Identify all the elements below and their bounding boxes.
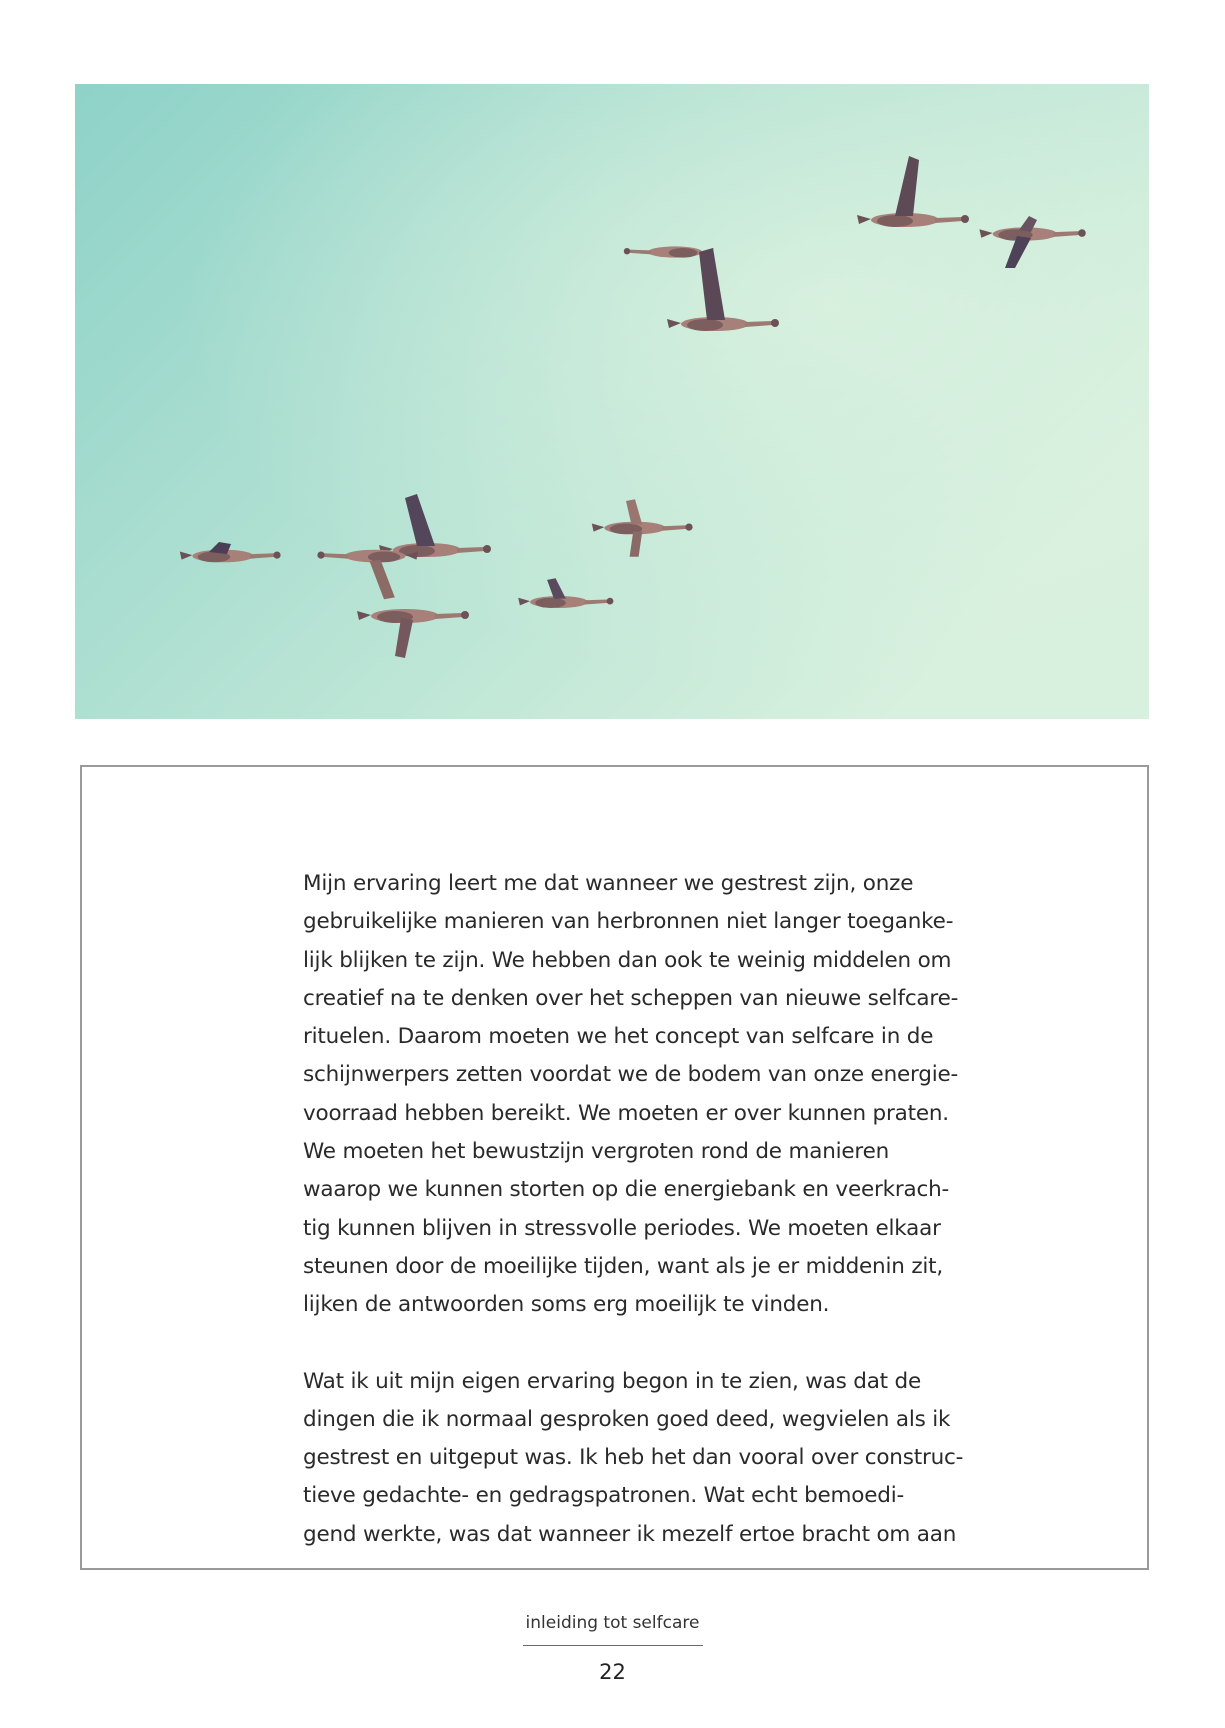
geese-sky-photo: [75, 84, 1149, 719]
body-text: [303, 865, 963, 1554]
text-line: lijk blijken te zijn. We hebben dan ook te weinig middelen om: [303, 947, 952, 973]
text-line: schijnwerpers zetten voordat we de bodem van onze energie-: [303, 1062, 959, 1088]
text-line: creatief na te denken over het scheppen van nieuwe selfcare-: [303, 985, 959, 1011]
text-line: steunen door de moeilijke tijden, want als je er middenin zit,: [303, 1253, 944, 1279]
page-footer: [0, 1613, 1225, 1684]
page-number: 22: [599, 1660, 626, 1684]
text-line: dingen die ik normaal gesproken goed deed, wegvielen als ik: [303, 1406, 951, 1432]
text-line: gebruikelijke manieren van herbronnen niet langer toeganke-: [303, 909, 954, 935]
text-line: voorraad hebben bereikt. We moeten er over kunnen praten.: [303, 1100, 949, 1126]
text-line: rituelen. Daarom moeten we het concept van selfcare in de: [303, 1024, 934, 1050]
flying-geese-illustration: [75, 84, 1149, 719]
running-title: inleiding tot selfcare: [523, 1613, 703, 1646]
text-line: lijken de antwoorden soms erg moeilijk te vinden.: [303, 1292, 830, 1318]
text-line: gestrest en uitgeput was. Ik heb het dan vooral over construc-: [303, 1445, 964, 1471]
text-line: We moeten het bewustzijn vergroten rond de manieren: [303, 1139, 890, 1165]
text-line: Wat ik uit mijn eigen ervaring begon in te zien, was dat de: [303, 1368, 922, 1394]
text-line: waarop we kunnen storten op die energiebank en veerkrach-: [303, 1177, 950, 1203]
text-line: Mijn ervaring leert me dat wanneer we gestrest zijn, onze: [303, 871, 914, 896]
text-frame: [80, 765, 1149, 1570]
paragraph-gap: [303, 1325, 963, 1363]
text-line: tig kunnen blijven in stressvolle periodes. We moeten elkaar: [303, 1215, 941, 1241]
text-line: tieve gedachte- en gedragspatronen. Wat echt bemoedi-: [303, 1483, 905, 1509]
text-line: gend werkte, was dat wanneer ik mezelf ertoe bracht om aan: [303, 1521, 957, 1547]
